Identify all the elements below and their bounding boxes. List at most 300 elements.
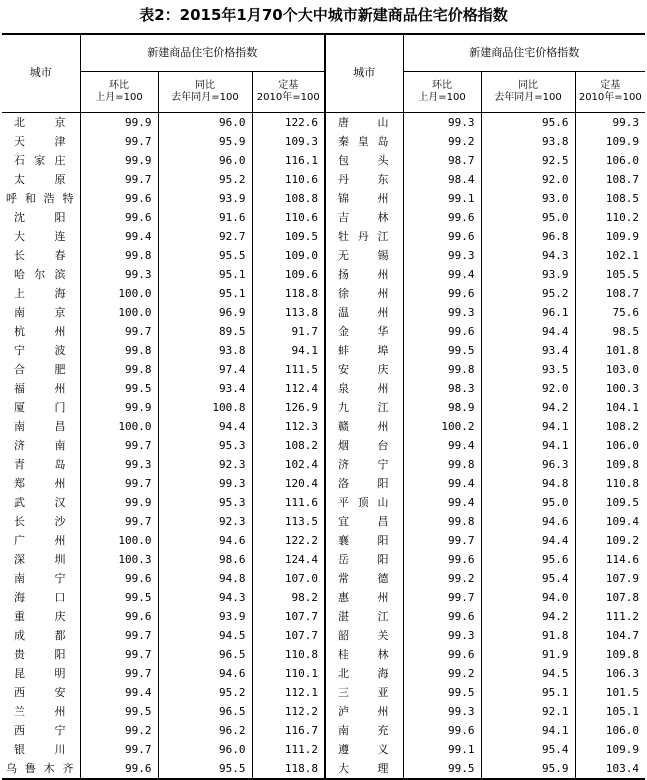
base-index: 110.2 [575, 208, 645, 227]
base-index: 102.4 [252, 455, 325, 474]
base-index: 109.3 [252, 132, 325, 151]
mom-index: 99.4 [80, 683, 158, 702]
mom-index: 98.9 [403, 398, 481, 417]
mom-index: 100.0 [80, 417, 158, 436]
mom-index: 99.5 [403, 759, 481, 779]
table-row [2, 683, 645, 702]
yoy-index: 95.5 [158, 759, 252, 779]
yoy-index: 96.5 [158, 645, 252, 664]
city-name: 海口 [14, 591, 66, 604]
city-name: 西宁 [14, 724, 66, 737]
city-name: 无锡 [325, 246, 403, 265]
mom-index: 99.6 [403, 645, 481, 664]
base-index: 98.5 [575, 322, 645, 341]
city-name: 乌鲁木齐 [2, 759, 80, 779]
yoy-index: 91.9 [481, 645, 575, 664]
table-row [2, 360, 645, 379]
table-title: 表2：2015年1月70个大中城市新建商品住宅价格指数 [139, 6, 508, 24]
city-name: 安庆 [325, 360, 403, 379]
city-name: 南昌 [14, 420, 66, 433]
mom-index: 99.7 [80, 132, 158, 151]
yoy-index: 92.3 [158, 512, 252, 531]
mom-index: 99.1 [403, 740, 481, 759]
yoy-index: 94.1 [481, 436, 575, 455]
table-row [2, 550, 645, 569]
city-name: 武汉 [14, 496, 66, 509]
mom-index: 99.8 [403, 360, 481, 379]
table-row [2, 645, 645, 664]
mom-index: 99.9 [80, 493, 158, 512]
mom-index: 99.9 [80, 151, 158, 170]
base-index: 109.8 [575, 455, 645, 474]
table-row [2, 721, 645, 740]
city-name: 西安 [14, 686, 66, 699]
base-index: 102.1 [575, 246, 645, 265]
base-index: 110.8 [575, 474, 645, 493]
col-header-yoy-left: 同比 去年同月=100 [158, 72, 252, 113]
city-name: 北京 [14, 116, 66, 129]
yoy-index: 95.5 [158, 246, 252, 265]
base-index: 109.9 [575, 227, 645, 246]
yoy-index: 93.4 [158, 379, 252, 398]
mom-index: 99.6 [80, 759, 158, 779]
yoy-index: 94.6 [158, 531, 252, 550]
base-index: 105.5 [575, 265, 645, 284]
mom-index: 99.7 [80, 322, 158, 341]
mom-index: 99.8 [80, 341, 158, 360]
city-name: 金华 [325, 322, 403, 341]
col-header-base-left: 定基 2010年=100 [252, 72, 325, 113]
table-row [2, 398, 645, 417]
yoy-index: 94.8 [481, 474, 575, 493]
mom-index: 99.5 [80, 702, 158, 721]
mom-index: 99.7 [80, 474, 158, 493]
yoy-index: 95.0 [481, 208, 575, 227]
city-name: 南宁 [14, 572, 66, 585]
yoy-index: 94.4 [158, 417, 252, 436]
base-index: 109.9 [575, 740, 645, 759]
yoy-index: 98.6 [158, 550, 252, 569]
city-name: 韶关 [325, 626, 403, 645]
city-name: 三亚 [325, 683, 403, 702]
table-row [2, 626, 645, 645]
col-header-mom-right: 环比 上月=100 [403, 72, 481, 113]
base-index: 107.8 [575, 588, 645, 607]
city-name: 惠州 [325, 588, 403, 607]
mom-index: 99.5 [80, 379, 158, 398]
yoy-index: 93.9 [158, 607, 252, 626]
yoy-index: 94.2 [481, 398, 575, 417]
mom-index: 99.6 [80, 208, 158, 227]
city-name: 温州 [325, 303, 403, 322]
mom-index: 100.0 [80, 303, 158, 322]
mom-index: 99.6 [80, 607, 158, 626]
city-name: 烟台 [325, 436, 403, 455]
col-header-mom-left: 环比 上月=100 [80, 72, 158, 113]
table-row [2, 246, 645, 265]
base-index: 106.0 [575, 151, 645, 170]
city-name: 常德 [325, 569, 403, 588]
yoy-index: 95.4 [481, 740, 575, 759]
city-name: 牡丹江 [325, 227, 403, 246]
mom-index: 99.4 [403, 493, 481, 512]
mom-index: 99.3 [80, 455, 158, 474]
mom-index: 99.6 [403, 322, 481, 341]
base-index: 109.5 [575, 493, 645, 512]
yoy-index: 92.7 [158, 227, 252, 246]
yoy-index: 93.5 [481, 360, 575, 379]
city-name: 吉林 [325, 208, 403, 227]
yoy-index: 92.0 [481, 379, 575, 398]
mom-index: 98.4 [403, 170, 481, 189]
table-row [2, 303, 645, 322]
mom-index: 99.6 [403, 550, 481, 569]
base-index: 113.5 [252, 512, 325, 531]
city-name: 大连 [14, 230, 66, 243]
base-index: 101.8 [575, 341, 645, 360]
mom-index: 99.6 [403, 227, 481, 246]
mom-index: 99.7 [80, 626, 158, 645]
base-index: 120.4 [252, 474, 325, 493]
base-index: 107.7 [252, 607, 325, 626]
table-row [2, 702, 645, 721]
base-index: 109.6 [252, 265, 325, 284]
yoy-index: 95.9 [481, 759, 575, 779]
city-name: 合肥 [14, 363, 66, 376]
base-index: 118.8 [252, 759, 325, 779]
base-index: 107.0 [252, 569, 325, 588]
mom-index: 100.3 [80, 550, 158, 569]
city-name: 广州 [14, 534, 66, 547]
base-index: 111.2 [252, 740, 325, 759]
city-name: 郑州 [14, 477, 66, 490]
table-row [2, 474, 645, 493]
base-index: 110.6 [252, 170, 325, 189]
city-name: 唐山 [325, 113, 403, 133]
city-name: 杭州 [14, 325, 66, 338]
yoy-index: 96.2 [158, 721, 252, 740]
mom-index: 99.2 [403, 569, 481, 588]
city-name: 沈阳 [14, 211, 66, 224]
yoy-index: 96.0 [158, 151, 252, 170]
base-index: 108.8 [252, 189, 325, 208]
city-name: 太原 [14, 173, 66, 186]
table-row [2, 759, 645, 779]
base-index: 103.0 [575, 360, 645, 379]
yoy-index: 93.4 [481, 341, 575, 360]
base-index: 112.3 [252, 417, 325, 436]
yoy-index: 94.1 [481, 417, 575, 436]
mom-index: 99.7 [80, 740, 158, 759]
city-name: 赣州 [325, 417, 403, 436]
city-name: 上海 [14, 287, 66, 300]
mom-index: 99.4 [403, 265, 481, 284]
mom-index: 99.6 [403, 721, 481, 740]
city-name: 石家庄 [14, 154, 66, 167]
yoy-index: 94.3 [158, 588, 252, 607]
yoy-index: 96.9 [158, 303, 252, 322]
yoy-index: 94.1 [481, 721, 575, 740]
table-row [2, 208, 645, 227]
mom-index: 99.7 [80, 512, 158, 531]
mom-index: 99.4 [403, 474, 481, 493]
mom-index: 99.3 [403, 303, 481, 322]
city-name: 福州 [14, 382, 66, 395]
table-row [2, 132, 645, 151]
mom-index: 98.7 [403, 151, 481, 170]
base-index: 104.7 [575, 626, 645, 645]
yoy-index: 95.1 [481, 683, 575, 702]
mom-index: 99.5 [403, 341, 481, 360]
yoy-index: 95.3 [158, 493, 252, 512]
base-index: 109.0 [252, 246, 325, 265]
mom-index: 99.9 [80, 398, 158, 417]
yoy-index: 94.8 [158, 569, 252, 588]
mom-index: 99.4 [403, 436, 481, 455]
yoy-index: 94.5 [481, 664, 575, 683]
base-index: 111.6 [252, 493, 325, 512]
yoy-index: 94.4 [481, 322, 575, 341]
city-name: 宜昌 [325, 512, 403, 531]
city-name: 徐州 [325, 284, 403, 303]
yoy-index: 93.9 [158, 189, 252, 208]
table-row [2, 531, 645, 550]
yoy-index: 89.5 [158, 322, 252, 341]
city-name: 锦州 [325, 189, 403, 208]
city-name: 泸州 [325, 702, 403, 721]
yoy-index: 96.1 [481, 303, 575, 322]
yoy-index: 94.6 [158, 664, 252, 683]
base-index: 112.2 [252, 702, 325, 721]
price-index-table [2, 34, 645, 780]
base-index: 108.5 [575, 189, 645, 208]
mom-index: 99.9 [80, 113, 158, 133]
base-index: 110.8 [252, 645, 325, 664]
yoy-index: 94.5 [158, 626, 252, 645]
base-index: 105.1 [575, 702, 645, 721]
base-index: 109.2 [575, 531, 645, 550]
yoy-index: 93.9 [481, 265, 575, 284]
city-name: 济南 [14, 439, 66, 452]
base-index: 75.6 [575, 303, 645, 322]
table-row [2, 379, 645, 398]
table-row [2, 455, 645, 474]
base-index: 110.6 [252, 208, 325, 227]
mom-index: 100.0 [80, 531, 158, 550]
table-row [2, 664, 645, 683]
mom-index: 99.3 [403, 702, 481, 721]
base-index: 101.5 [575, 683, 645, 702]
base-index: 106.3 [575, 664, 645, 683]
yoy-index: 96.5 [158, 702, 252, 721]
mom-index: 99.6 [80, 189, 158, 208]
base-index: 91.7 [252, 322, 325, 341]
base-index: 104.1 [575, 398, 645, 417]
city-header-left: 城市 [2, 34, 80, 113]
table-row [2, 151, 645, 170]
yoy-index: 94.6 [481, 512, 575, 531]
table-row [2, 740, 645, 759]
base-index: 103.4 [575, 759, 645, 779]
mom-index: 99.7 [80, 170, 158, 189]
city-name: 厦门 [14, 401, 66, 414]
city-name: 包头 [325, 151, 403, 170]
base-index: 112.1 [252, 683, 325, 702]
base-index: 106.0 [575, 436, 645, 455]
yoy-index: 95.6 [481, 113, 575, 133]
index-group-header-left: 新建商品住宅价格指数 [80, 34, 325, 72]
mom-index: 100.2 [403, 417, 481, 436]
city-name: 泉州 [325, 379, 403, 398]
yoy-index: 96.8 [481, 227, 575, 246]
yoy-index: 97.4 [158, 360, 252, 379]
yoy-index: 93.8 [481, 132, 575, 151]
mom-index: 99.3 [80, 265, 158, 284]
city-name: 秦皇岛 [325, 132, 403, 151]
city-name: 长沙 [14, 515, 66, 528]
table-row [2, 284, 645, 303]
col-header-base-right: 定基 2010年=100 [575, 72, 645, 113]
base-index: 108.2 [252, 436, 325, 455]
table-row [2, 588, 645, 607]
base-index: 108.2 [575, 417, 645, 436]
table-row [2, 170, 645, 189]
city-name: 银川 [14, 743, 66, 756]
base-index: 109.8 [575, 645, 645, 664]
mom-index: 99.6 [80, 569, 158, 588]
city-name: 扬州 [325, 265, 403, 284]
table-row [2, 417, 645, 436]
yoy-index: 95.2 [158, 683, 252, 702]
index-group-header-right: 新建商品住宅价格指数 [403, 34, 645, 72]
base-index: 106.0 [575, 721, 645, 740]
city-name: 洛阳 [325, 474, 403, 493]
city-name: 成都 [14, 629, 66, 642]
col-header-yoy-right: 同比 去年同月=100 [481, 72, 575, 113]
mom-index: 99.7 [80, 645, 158, 664]
city-name: 呼和浩特 [6, 192, 74, 205]
mom-index: 100.0 [80, 284, 158, 303]
base-index: 110.1 [252, 664, 325, 683]
base-index: 118.8 [252, 284, 325, 303]
city-name: 北海 [325, 664, 403, 683]
yoy-index: 95.6 [481, 550, 575, 569]
table-row [2, 113, 645, 133]
city-name: 大理 [325, 759, 403, 779]
base-index: 112.4 [252, 379, 325, 398]
base-index: 124.4 [252, 550, 325, 569]
yoy-index: 95.2 [158, 170, 252, 189]
base-index: 109.4 [575, 512, 645, 531]
city-name: 青岛 [14, 458, 66, 471]
mom-index: 99.2 [403, 132, 481, 151]
yoy-index: 100.8 [158, 398, 252, 417]
base-index: 122.6 [252, 113, 325, 133]
mom-index: 99.8 [403, 512, 481, 531]
city-header-right: 城市 [325, 34, 403, 113]
mom-index: 99.7 [403, 531, 481, 550]
mom-index: 99.2 [403, 664, 481, 683]
mom-index: 99.6 [403, 284, 481, 303]
mom-index: 99.2 [80, 721, 158, 740]
city-name: 贵阳 [14, 648, 66, 661]
yoy-index: 95.4 [481, 569, 575, 588]
mom-index: 99.3 [403, 113, 481, 133]
table-row [2, 493, 645, 512]
yoy-index: 94.3 [481, 246, 575, 265]
base-index: 111.2 [575, 607, 645, 626]
base-index: 108.7 [575, 284, 645, 303]
yoy-index: 94.2 [481, 607, 575, 626]
mom-index: 99.7 [80, 436, 158, 455]
city-name: 桂林 [325, 645, 403, 664]
base-index: 113.8 [252, 303, 325, 322]
yoy-index: 96.0 [158, 113, 252, 133]
base-index: 107.9 [575, 569, 645, 588]
base-index: 116.7 [252, 721, 325, 740]
city-name: 长春 [14, 249, 66, 262]
mom-index: 99.8 [80, 360, 158, 379]
mom-index: 99.1 [403, 189, 481, 208]
mom-index: 99.4 [80, 227, 158, 246]
yoy-index: 93.0 [481, 189, 575, 208]
base-index: 98.2 [252, 588, 325, 607]
base-index: 111.5 [252, 360, 325, 379]
yoy-index: 92.1 [481, 702, 575, 721]
city-name: 宁波 [14, 344, 66, 357]
yoy-index: 95.1 [158, 284, 252, 303]
base-index: 109.9 [575, 132, 645, 151]
yoy-index: 94.4 [481, 531, 575, 550]
yoy-index: 91.8 [481, 626, 575, 645]
yoy-index: 95.3 [158, 436, 252, 455]
table-row [2, 227, 645, 246]
mom-index: 99.5 [403, 683, 481, 702]
city-name: 深圳 [14, 553, 66, 566]
table-row [2, 436, 645, 455]
city-name: 济宁 [325, 455, 403, 474]
base-index: 99.3 [575, 113, 645, 133]
mom-index: 99.6 [403, 208, 481, 227]
base-index: 114.6 [575, 550, 645, 569]
mom-index: 99.6 [403, 607, 481, 626]
mom-index: 98.3 [403, 379, 481, 398]
city-name: 襄阳 [325, 531, 403, 550]
city-name: 南充 [325, 721, 403, 740]
city-name: 兰州 [14, 705, 66, 718]
city-name: 昆明 [14, 667, 66, 680]
city-name: 遵义 [325, 740, 403, 759]
city-name: 南京 [14, 306, 66, 319]
city-name: 九江 [325, 398, 403, 417]
city-name: 蚌埠 [325, 341, 403, 360]
mom-index: 99.7 [80, 664, 158, 683]
city-name: 岳阳 [325, 550, 403, 569]
city-name: 平顶山 [325, 493, 403, 512]
city-name: 哈尔滨 [14, 268, 66, 281]
mom-index: 99.3 [403, 246, 481, 265]
table-row [2, 322, 645, 341]
yoy-index: 93.8 [158, 341, 252, 360]
yoy-index: 95.0 [481, 493, 575, 512]
yoy-index: 92.0 [481, 170, 575, 189]
city-name: 重庆 [14, 610, 66, 623]
table-row [2, 265, 645, 284]
table-row [2, 341, 645, 360]
base-index: 107.7 [252, 626, 325, 645]
yoy-index: 99.3 [158, 474, 252, 493]
yoy-index: 95.9 [158, 132, 252, 151]
